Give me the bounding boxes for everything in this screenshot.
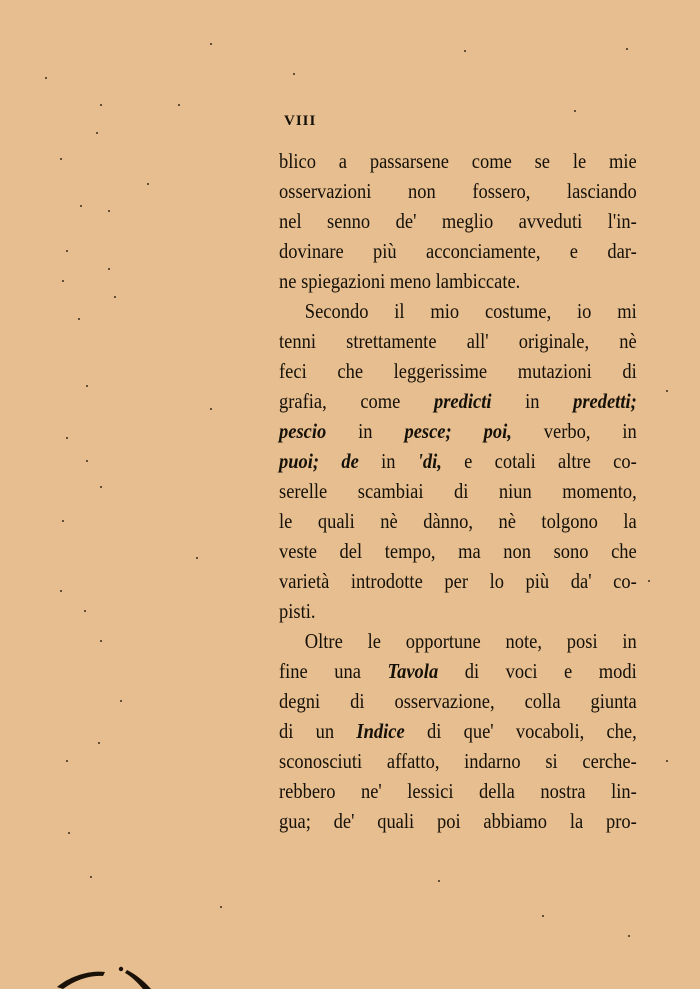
text-line (279, 416, 637, 446)
italic-text-segment: predetti; (573, 389, 637, 413)
paper-speck (293, 73, 295, 75)
italic-text-segment: pesce; poi, (404, 419, 512, 443)
text-segment: osservazioni non fossero, lasciando (279, 179, 637, 203)
text-line (279, 566, 637, 596)
text-segment: tenni strettamente all' originale, nè (279, 329, 637, 353)
paper-speck (98, 742, 100, 744)
text-segment: pisti. (279, 599, 316, 623)
ink-blot-ornament (55, 962, 175, 989)
text-segment: ne spiegazioni meno lambiccate. (279, 269, 521, 293)
text-segment: di que' vocaboli, che, (404, 719, 637, 743)
paper-speck (45, 77, 47, 79)
paper-speck (147, 183, 149, 185)
paper-speck (648, 580, 650, 582)
text-line (279, 476, 637, 506)
text-segment: veste del tempo, ma non sono che (279, 539, 637, 563)
text-line (279, 386, 637, 416)
text-line (279, 146, 637, 176)
paper-speck (60, 158, 62, 160)
text-segment: nel senno de' meglio avveduti l'in- (279, 209, 637, 233)
paper-speck (86, 460, 88, 462)
text-line (279, 806, 637, 836)
paper-speck (628, 935, 630, 937)
paper-speck (62, 520, 64, 522)
paper-speck (96, 132, 98, 134)
text-segment: verbo, in (511, 419, 637, 443)
text-segment: serelle scambiai di niun momento, (279, 479, 637, 503)
paper-speck (62, 280, 64, 282)
text-segment: degni di osservazione, colla giunta (279, 689, 637, 713)
paper-speck (84, 610, 86, 612)
paper-speck (108, 268, 110, 270)
text-line (279, 536, 637, 566)
paper-speck (574, 110, 576, 112)
text-line (279, 746, 637, 776)
page-number: VIII (284, 113, 317, 129)
paper-speck (666, 390, 668, 392)
italic-text-segment: 'di, (417, 449, 442, 473)
paper-speck (210, 43, 212, 45)
text-segment: fine una (279, 659, 388, 683)
text-segment: rebbero ne' lessici della nostra lin- (279, 779, 637, 803)
text-segment: in (326, 419, 405, 443)
italic-text-segment: Tavola (387, 659, 439, 683)
paper-speck (210, 408, 212, 410)
italic-text-segment: pescio (279, 419, 327, 443)
paper-speck (60, 590, 62, 592)
paper-speck (100, 640, 102, 642)
text-segment: in (491, 389, 574, 413)
text-segment: varietà introdotte per lo più da' co- (279, 569, 637, 593)
paper-speck (120, 700, 122, 702)
text-line (279, 776, 637, 806)
paper-speck (438, 880, 440, 882)
italic-text-segment: predicti (433, 389, 492, 413)
text-segment: di un (279, 719, 357, 743)
text-segment: di voci e modi (438, 659, 637, 683)
text-line (279, 176, 637, 206)
text-segment: dovinare più acconciamente, e dar- (279, 239, 637, 263)
paper-speck (100, 104, 102, 106)
text-line (279, 266, 637, 296)
text-line (279, 656, 637, 686)
text-line (279, 296, 637, 326)
paper-speck (100, 486, 102, 488)
paper-speck (108, 210, 110, 212)
text-segment: blico a passarsene come se le mie (279, 149, 637, 173)
text-line (279, 356, 637, 386)
text-segment: le quali nè dànno, nè tolgono la (279, 509, 637, 533)
italic-text-segment: Indice (356, 719, 405, 743)
text-line (279, 326, 637, 356)
paper-speck (464, 50, 466, 52)
text-segment: gua; de' quali poi abbiamo la pro- (279, 809, 637, 833)
paper-speck (196, 557, 198, 559)
text-segment: feci che leggerissime mutazioni di (279, 359, 637, 383)
text-line (279, 596, 637, 626)
paper-speck (626, 48, 628, 50)
text-segment: Secondo il mio costume, io mi (304, 299, 637, 323)
paper-speck (220, 906, 222, 908)
paper-speck (66, 250, 68, 252)
paper-speck (68, 832, 70, 834)
text-segment: Oltre le opportune note, posi in (304, 629, 637, 653)
paper-speck (178, 104, 180, 106)
text-line (279, 716, 637, 746)
paper-speck (78, 318, 80, 320)
paper-speck (80, 205, 82, 207)
text-line (279, 686, 637, 716)
paper-speck (66, 437, 68, 439)
paper-speck (114, 296, 116, 298)
text-line (279, 506, 637, 536)
paper-speck (90, 876, 92, 878)
paper-speck (542, 915, 544, 917)
italic-text-segment: puoi; de (279, 449, 359, 473)
text-line (279, 626, 637, 656)
paper-speck (66, 760, 68, 762)
paper-speck (86, 385, 88, 387)
text-segment: grafia, come (279, 389, 434, 413)
text-line (279, 446, 637, 476)
text-line (279, 236, 637, 266)
text-line (279, 206, 637, 236)
text-segment: in (358, 449, 418, 473)
text-segment: e cotali altre co- (441, 449, 637, 473)
paper-speck (666, 760, 668, 762)
body-text (279, 146, 637, 836)
text-segment: sconosciuti affatto, indarno si cerche- (279, 749, 637, 773)
